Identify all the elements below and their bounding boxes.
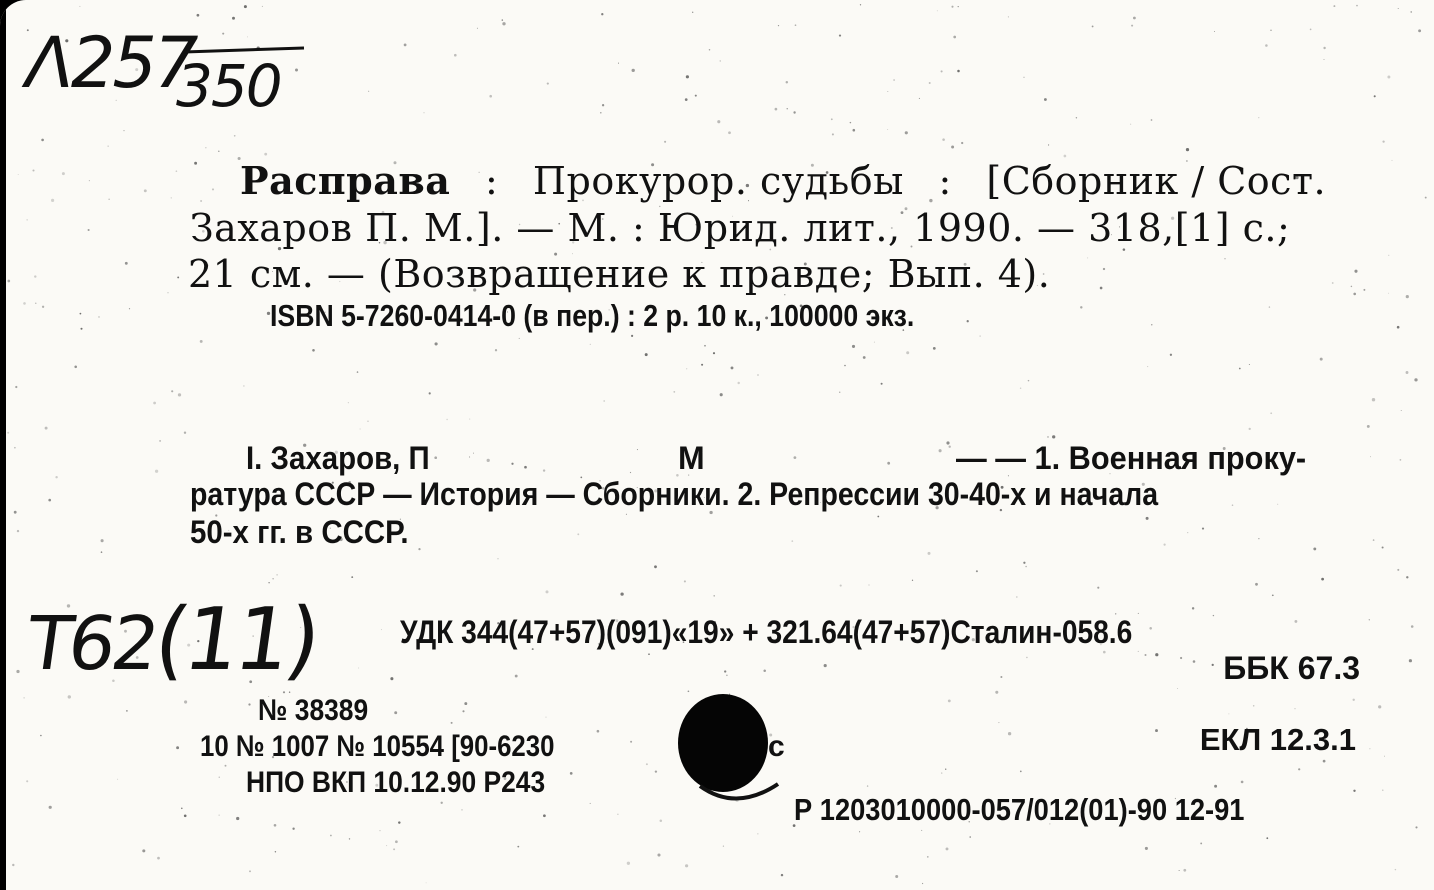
classification-paren: (11) [148, 590, 323, 690]
printing-line-2: 10 № 1007 № 10554 [90-6230 [200, 730, 555, 763]
printing-line-2-suffix: с [768, 730, 785, 763]
compiler-statement: [Сборник / Сост. [986, 159, 1327, 203]
description-line-1 [240, 158, 1326, 203]
tracing-author: I. Захаров, П [246, 440, 430, 476]
book-title: Расправа [240, 158, 451, 203]
bbk-index: ББК 67.3 [1223, 650, 1360, 686]
handwritten-call-number [26, 22, 196, 104]
publisher-code: Р 1203010000-057/012(01)-90 12-91 [794, 792, 1245, 827]
description-line-2: Захаров П. М.]. — М. : Юрид. лит., 1990. — 318,[1] с.; [190, 206, 1291, 250]
tracing-subject-start: — — 1. Военная проку- [956, 440, 1307, 476]
ekl-index: ЕКЛ 12.3.1 [1199, 722, 1356, 757]
separator-1: : [484, 159, 499, 203]
description-line-3: 21 см. — (Возвращение к правде; Вып. 4). [188, 252, 1051, 296]
call-number-denominator: 350 [176, 52, 281, 120]
isbn-line: ISBN 5-7260-0414-0 (в пер.) : 2 р. 10 к., 100000 экз. [270, 298, 915, 333]
classification-main: Т62 [21, 601, 161, 687]
tracing-line-2: ратура СССР — История — Сборники. 2. Репрессии 30-40-х и начала [190, 476, 1159, 512]
tracing-line-3: 50-х гг. в СССР. [190, 514, 409, 550]
book-subtitle: Прокурор. судьбы [532, 159, 904, 203]
separator-2: : [938, 159, 952, 203]
udk-index: УДК 344(47+57)(091)«19» + 321.64(47+57)Сталин-058.6 [400, 614, 1133, 650]
order-number: № 38389 [258, 694, 369, 727]
printing-line-3: НПО ВКП 10.12.90 Р243 [246, 766, 546, 799]
tracing-initial: М [678, 440, 705, 476]
handwritten-classification [21, 590, 323, 690]
card-edge [0, 0, 6, 890]
call-number-main: Λ257 [26, 22, 196, 104]
tracing-line-1 [246, 440, 430, 477]
hole-shadow-curve [696, 778, 786, 814]
